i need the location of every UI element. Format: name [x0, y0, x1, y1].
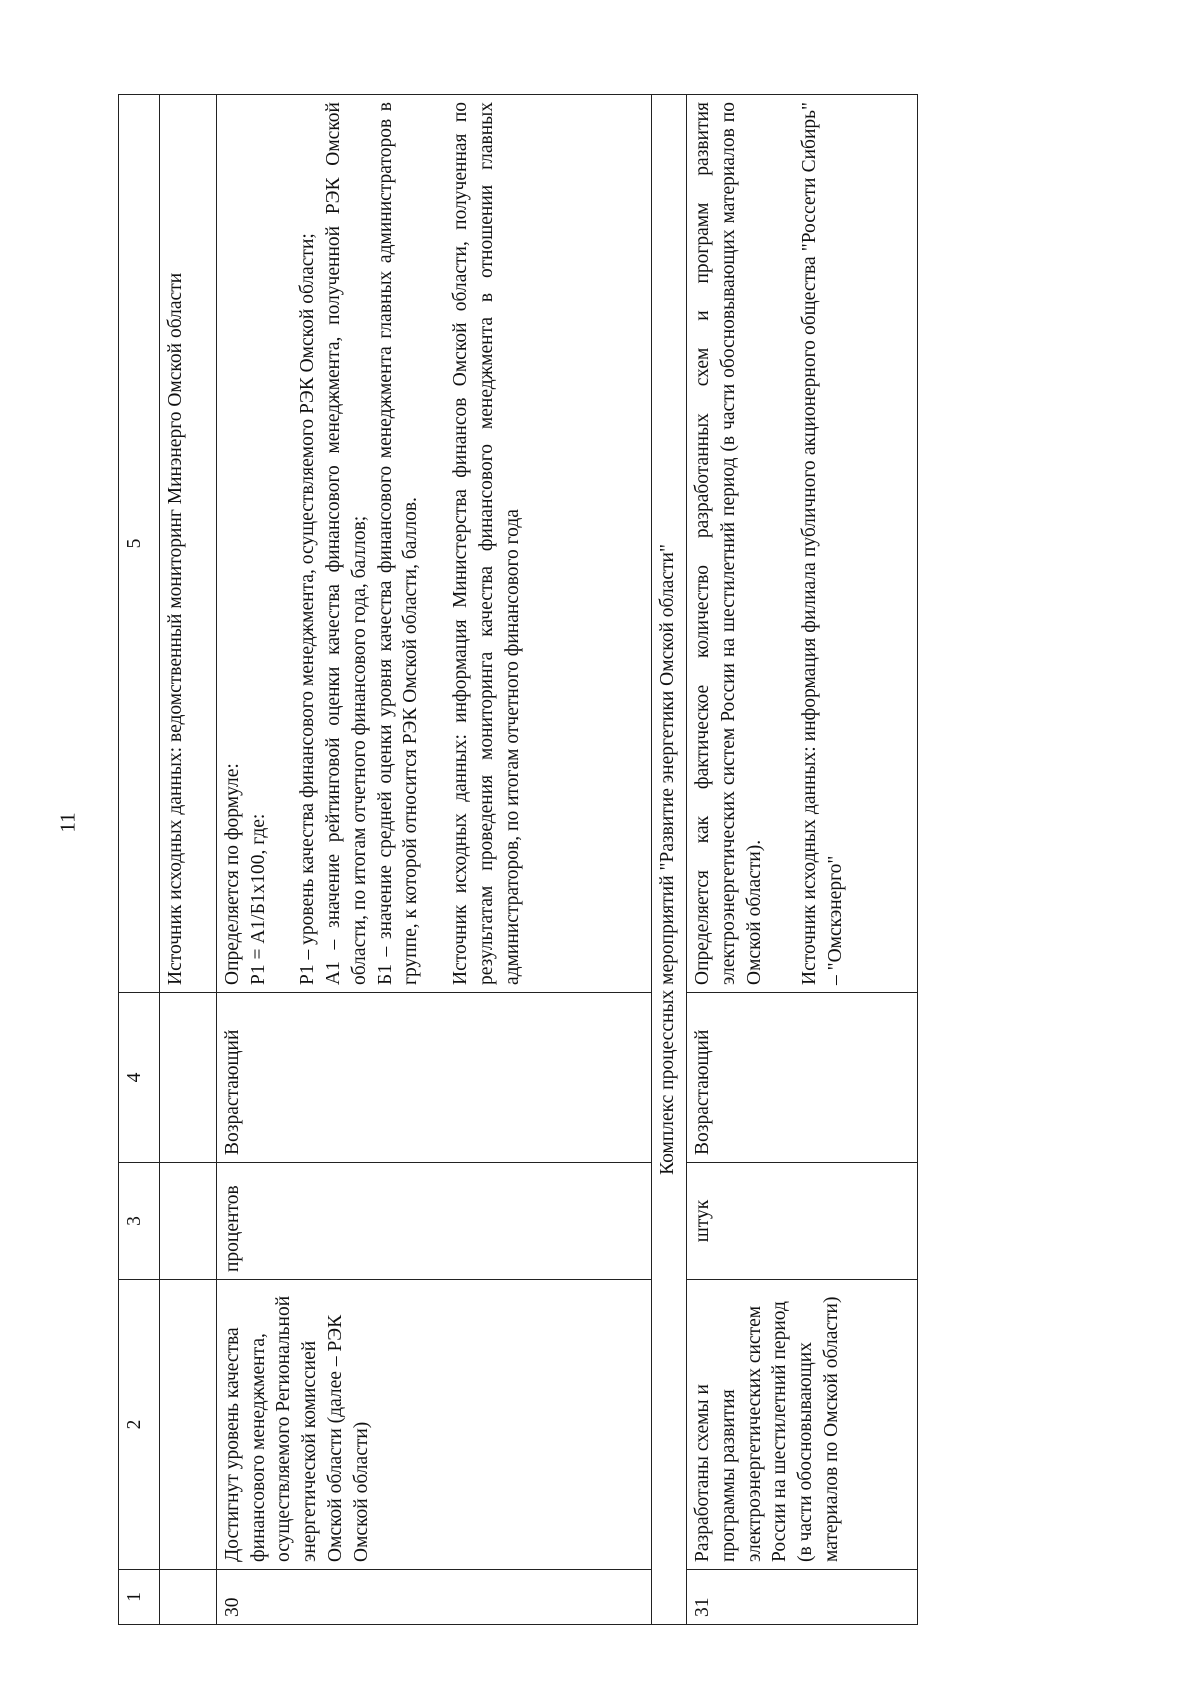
col-num-5: 5: [119, 95, 160, 993]
calculation-method: [217, 95, 652, 993]
trend-direction: Возрастающий: [687, 993, 918, 1163]
calculation-method: [687, 95, 918, 993]
rotated-table-wrapper: [118, 95, 918, 1625]
indicators-table: [118, 94, 918, 1625]
continuation-source-text: Источник исходных данных: ведомственный мониторинг Минэнерго Омской области: [160, 95, 217, 993]
indicator-name: Разработаны схемы и программы развития электроэнергетических систем России на шестилетний период (в части обосновывающих материалов по Омской области): [687, 1280, 918, 1570]
col-num-1: 1: [119, 1570, 160, 1625]
col-num-3: 3: [119, 1163, 160, 1280]
method-formula: Р1 = А1/Б1x100, где:: [247, 813, 269, 985]
definition-b1: Б1 – значение средней оценки уровня качества финансового менеджмента главных администраторов в группе, к которой относится РЭК Омской области, баллов.: [374, 102, 422, 985]
table-row-30: [217, 95, 652, 1625]
section-title: Комплекс процессных мероприятий "Развитие энергетики Омской области": [652, 95, 687, 1625]
definition-a1: А1 – значение рейтинговой оценки качества финансового менеджмента, полученной РЭК Омской области, по итогам отчетного финансового года, баллов;: [323, 102, 370, 985]
page-number: 11: [55, 812, 80, 833]
unit-of-measure: штук: [687, 1163, 918, 1280]
indicator-name: Достигнут уровень качества финансового менеджмента, осуществляемого Региональной энергетической комиссией Омской области (далее – РЭК Омской области): [217, 1280, 652, 1570]
data-source: Источник исходных данных: информация филиала публичного акционерного общества "Россети Сибирь" – "Омскэнерго": [799, 102, 847, 985]
trend-direction: Возрастающий: [217, 993, 652, 1163]
unit-of-measure: процентов: [217, 1163, 652, 1280]
col-num-2: 2: [119, 1280, 160, 1570]
row-number: 31: [687, 1570, 918, 1625]
data-source: Источник исходных данных: информация Министерства финансов Омской области, полученная по результатам проведения мониторинга качества финансового менеджмента в отношении главных администраторов, по итогам отчетного финансового года: [450, 102, 523, 985]
column-number-row: [119, 95, 160, 1625]
method-intro: Определяется по формуле:: [222, 763, 243, 985]
table-row-31: [687, 95, 918, 1625]
source-continuation-row: [160, 95, 217, 1625]
section-heading-row: [652, 95, 687, 1625]
method-text: Определяется как фактическое количество разработанных схем и программ развития электроэнергетических систем России на шестилетний период (в части обосновывающих материалов по Омской области).: [692, 102, 765, 985]
col-num-4: 4: [119, 993, 160, 1163]
definition-p1: Р1 – уровень качества финансового менеджмента, осуществляемого РЭК Омской области;: [297, 233, 319, 985]
row-number: 30: [217, 1570, 652, 1625]
